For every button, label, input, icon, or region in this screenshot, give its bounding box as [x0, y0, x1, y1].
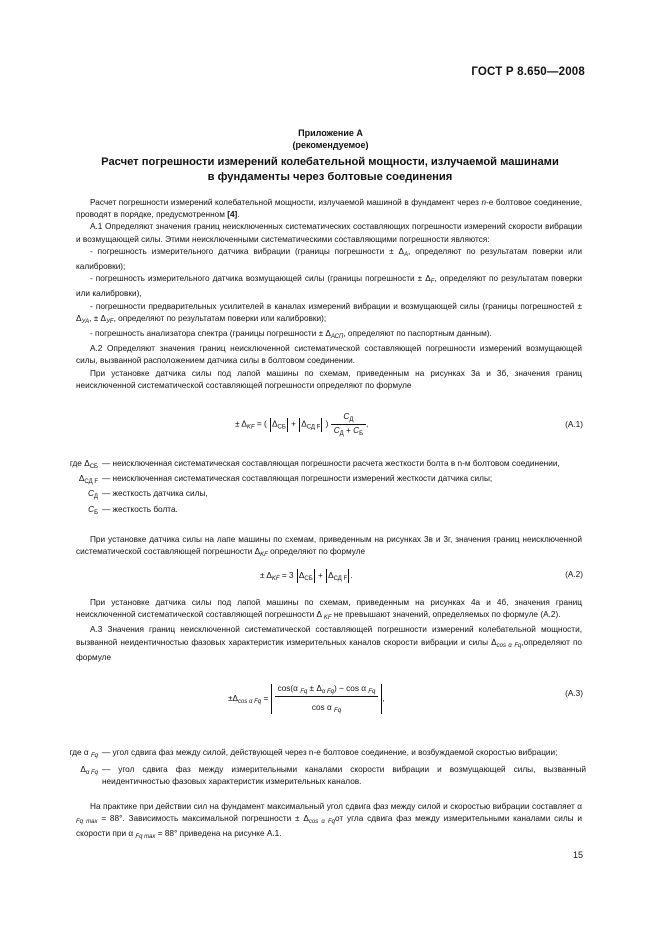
heading-line-1: Расчет погрешности измерений колебательной мощности, излучаемой машинами: [101, 156, 559, 168]
a3-num-a-sub: Fq: [300, 689, 308, 695]
section-heading: [60, 155, 600, 185]
a1-den-b-sub: Б: [359, 431, 364, 437]
a2-lhs-sub: KF: [271, 576, 280, 583]
where1-sub-1: СБ: [89, 464, 98, 470]
bullet-preamplifiers: [76, 301, 582, 328]
where2-lead: где: [69, 748, 82, 757]
intro-text-a: Расчет погрешности измерений колебательной мощности, излучаемой машиной в фундамент через: [90, 198, 482, 207]
where2-text-2: — угол сдвига фаз между измерительными каналами скорости вибрации и возмущающей силы, вызванный неидентичностью фазовых характеристик измерительных каналов.: [102, 765, 586, 787]
a1-t2-sub: СД F: [306, 424, 321, 431]
abs-bar: [314, 569, 315, 583]
a1-num-sub: Д: [349, 417, 354, 423]
fig3vg-paragraph: [76, 534, 582, 561]
where1-sub-2: СД F: [84, 479, 98, 486]
last-sub-2: cos α Fq: [308, 819, 335, 826]
b3-text-b: , определяют по результатам поверки или калибровки);: [113, 313, 327, 323]
body-block-1: [76, 197, 582, 392]
a3-num-c: ) − cos α: [333, 684, 369, 693]
where1-row-3: [46, 488, 586, 503]
where1-text-1: — неисключенная систематическая составляющая погрешности расчета жесткости болта в n-м болтовом соединении,: [102, 459, 560, 468]
where1-sym-2-char: Δ: [78, 474, 85, 484]
intro-text-b: -е болтовое соединение, проводят в порядке, предусмотренном: [76, 198, 582, 220]
a1-lhs: ± Δ: [235, 419, 247, 429]
last-text-c: от угла сдвига фаз между измерительными каналами силы и скорости при α: [76, 814, 582, 839]
fig4-text-b: не превышают значений, определяемых по формуле (А.2).: [331, 610, 561, 620]
a3-tail: ,: [382, 694, 385, 704]
intro-n: n: [481, 198, 487, 207]
abs-bar: [326, 569, 327, 583]
appendix-title: Приложение А: [298, 128, 363, 138]
a2-tail: .: [350, 571, 353, 581]
a3-paragraph: [76, 624, 582, 664]
closing-paragraph: [76, 801, 582, 844]
a1-tail: ,: [366, 419, 369, 429]
a3-num-a: cos(α: [277, 684, 301, 693]
a3-num-c-sub: Fq: [368, 689, 376, 695]
b2-text-b: , определяют по результатам поверки или калибровки),: [76, 274, 582, 299]
a1-plus: +: [288, 419, 299, 429]
b4-text-a: - погрешность анализатора спектра (границы погрешности ± Δ: [90, 329, 331, 339]
b1-text-a: - погрешность измерительного датчика вибрации (границы погрешности ± Δ: [90, 246, 405, 256]
a1-close: ): [323, 419, 329, 429]
where2-sym-1: [46, 747, 98, 762]
where2-text-1: — угол сдвига фаз между силой, действующей через n-е болтовое соединение, и возбуждаемой скоростью вибрации;: [102, 748, 558, 757]
a3-lhs-sub: cos α Fq: [238, 699, 262, 706]
where1-row-1: [46, 458, 586, 473]
fig4-sub: KF: [323, 615, 332, 622]
a1-fraction: [331, 412, 369, 437]
a2-t1: Δ: [298, 571, 305, 581]
where1-sym-4: [46, 504, 98, 519]
abs-bar: [287, 418, 288, 432]
heading-line-2: в фундаменты через болтовые соединения: [207, 171, 453, 183]
a2-paragraph: А.2 Определяют значения границ неисключенной систематической составляющей погрешности измерений возмущающей силы, вызванной расположением датчика силы в болтовом соединении.: [76, 344, 582, 366]
a1-t2: Δ: [301, 419, 307, 429]
a3-num-b-sub: α Fq: [321, 689, 334, 695]
fig3vg-text-a: При установке датчика силы на лапе машины по схемам, приведенным на рисунках 3в и 3г, значения границ неисключенной систематической составляющей погрешности Δ: [76, 535, 582, 557]
b1-text-b: , определяют по результатам поверки или калибровки);: [76, 246, 582, 272]
where-list-1: [46, 458, 586, 519]
abs-bar: [270, 418, 271, 432]
formula-a1: [235, 412, 368, 437]
a1-den-b: C: [353, 426, 360, 435]
where2-sym-2-char: Δ: [80, 765, 86, 775]
a2-t2: Δ: [328, 571, 334, 581]
abs-bar: [297, 569, 298, 583]
fig3vg-sub: KF: [260, 552, 268, 559]
a1-t1: Δ: [272, 419, 278, 429]
a2-eq: = 3: [279, 571, 296, 581]
where2-sym-1-char: α: [83, 748, 91, 757]
a2-lhs: ± Δ: [260, 571, 272, 581]
bullet-analyzer: [76, 328, 582, 343]
a1-paragraph: А.1 Определяют значения границ неисключенных систематических составляющих погрешности измерений скорости вибрации и возмущающей силы. Этими неисключенными систематическими составляющими погрешности являются:: [76, 222, 582, 244]
b1-sub: A: [404, 251, 409, 258]
formula-a2: [260, 569, 352, 583]
bullet-force-sensor: [76, 273, 582, 300]
formula-a1-label: (А.1): [565, 420, 583, 429]
page-number: 15: [572, 850, 583, 860]
intro-ref: [4]: [227, 210, 238, 220]
a2-t2-sub: СД F: [333, 576, 348, 583]
where1-sub-4: Б: [94, 509, 98, 516]
last-text-b: = 88°. Зависимость максимальной погрешности ± Δ: [97, 814, 309, 824]
where2-sub-2: α Fq: [85, 770, 98, 777]
where1-sub-3: Д: [93, 494, 98, 501]
a3-text-b: ,определяют по формуле: [76, 637, 583, 662]
a3-abs: [271, 684, 383, 714]
where1-text-4: — жесткость болта.: [102, 504, 178, 514]
a3-denominator: [275, 697, 379, 714]
a3-numerator: [275, 684, 379, 697]
fig3vg-text-b: определяют по формуле: [267, 547, 366, 557]
standard-code: ГОСТ Р 8.650—2008: [471, 66, 585, 78]
b3-text-a: - погрешности предварительных усилителей в каналах измерений вибрации и возмущающей силы (границы погрешностей ± Δ: [76, 301, 582, 323]
where1-sym-2: [46, 473, 98, 488]
where1-sym-3-char: C: [87, 489, 94, 499]
last-text-d: = 88° приведена на рисунке А.1.: [155, 829, 282, 839]
last-sub-3: Fq max: [135, 834, 156, 841]
where-list-2: [46, 747, 586, 789]
a1-num: C: [343, 412, 350, 421]
b2-text-a: - погрешность измерительного датчика возмущающей силы (границы погрешности ± Δ: [90, 274, 431, 284]
b3-text-m: , ± Δ: [89, 313, 107, 323]
b4-text-b: , определяют по паспортным данным).: [343, 329, 492, 339]
bullet-vibration-sensor: [76, 246, 582, 273]
b3-sub-2: УF: [106, 318, 114, 325]
a2-t1-sub: СБ: [304, 576, 313, 583]
a3-sub: cos α Fq: [496, 642, 522, 649]
a3-den-sub: Fq: [334, 708, 342, 714]
a1-den-a-sub: Д: [339, 431, 344, 437]
where2-row-2: [46, 764, 586, 788]
fig4-text-a: При установке датчика силы под лапой машины по схемам, приведенным на рисунках 4а и 4б, значения границ неисключенной систематической составляющей погрешности Δ: [76, 598, 582, 620]
intro-paragraph: [76, 197, 582, 221]
where1-row-4: [46, 504, 586, 519]
a3-eq: =: [261, 694, 271, 704]
a1-denominator: [331, 425, 366, 437]
where1-sym-3: [46, 488, 98, 503]
where1-sym-1: [46, 458, 98, 473]
a1-den-a: C: [333, 426, 340, 435]
a3-den: cos α: [311, 703, 335, 712]
b4-sub: АСП: [330, 334, 344, 341]
where1-text-3: — жесткость датчика силы,: [102, 489, 208, 499]
where1-row-2: [46, 473, 586, 488]
a3-text-a: А.3 Значения границ неисключенной систематической составляющей погрешности измерений колебательной мощности, вызванной неидентичностью фазовых характеристик измерительных каналов скорости вибрации и силы Δ: [76, 625, 582, 647]
a3-lhs: ±Δ: [228, 694, 239, 704]
b3-sub-1: УА: [81, 318, 90, 325]
a3-fraction: [275, 684, 379, 714]
a1-eq: = (: [254, 419, 270, 429]
a1-den-op: +: [343, 426, 354, 435]
where1-lead: где: [69, 459, 82, 468]
where1-sym-1-char: Δ: [84, 459, 90, 468]
body-block-3: [76, 597, 582, 664]
formula-a2-label: (А.2): [565, 570, 583, 579]
last-sub-1: Fq max: [76, 819, 98, 826]
where1-sym-4-char: C: [88, 504, 95, 514]
where1-text-2: — неисключенная систематическая составляющая погрешности измерений жесткости датчика силы;: [102, 474, 493, 484]
last-text-a: На практике при действии сил на фундамент максимальный угол сдвига фаз между силой и скоростью вибрации составляет α: [90, 802, 582, 811]
a1-lhs-sub: KF: [246, 424, 255, 431]
formula-a3-label: (А.3): [565, 689, 583, 698]
fig4-paragraph: [76, 597, 582, 624]
b2-sub: F: [430, 279, 435, 286]
appendix-subtitle: (рекомендуемое): [292, 140, 369, 150]
intro-text-c: .: [237, 210, 240, 220]
formula-a3: [228, 684, 385, 714]
where2-row-1: [46, 747, 586, 762]
where2-sub-1: Fq: [90, 753, 98, 759]
where2-sym-2: [46, 764, 98, 788]
fig3ab-paragraph: При установке датчика силы под лапой машины по схемам, приведенным на рисунках 3а и 3б, значения границ неисключенной систематической составляющей погрешности определяют по формуле: [76, 368, 582, 390]
a2-plus: +: [315, 571, 326, 581]
a1-t1-sub: СБ: [277, 424, 286, 431]
a3-num-b: ± Δ: [307, 684, 322, 693]
a1-numerator: [331, 412, 366, 425]
